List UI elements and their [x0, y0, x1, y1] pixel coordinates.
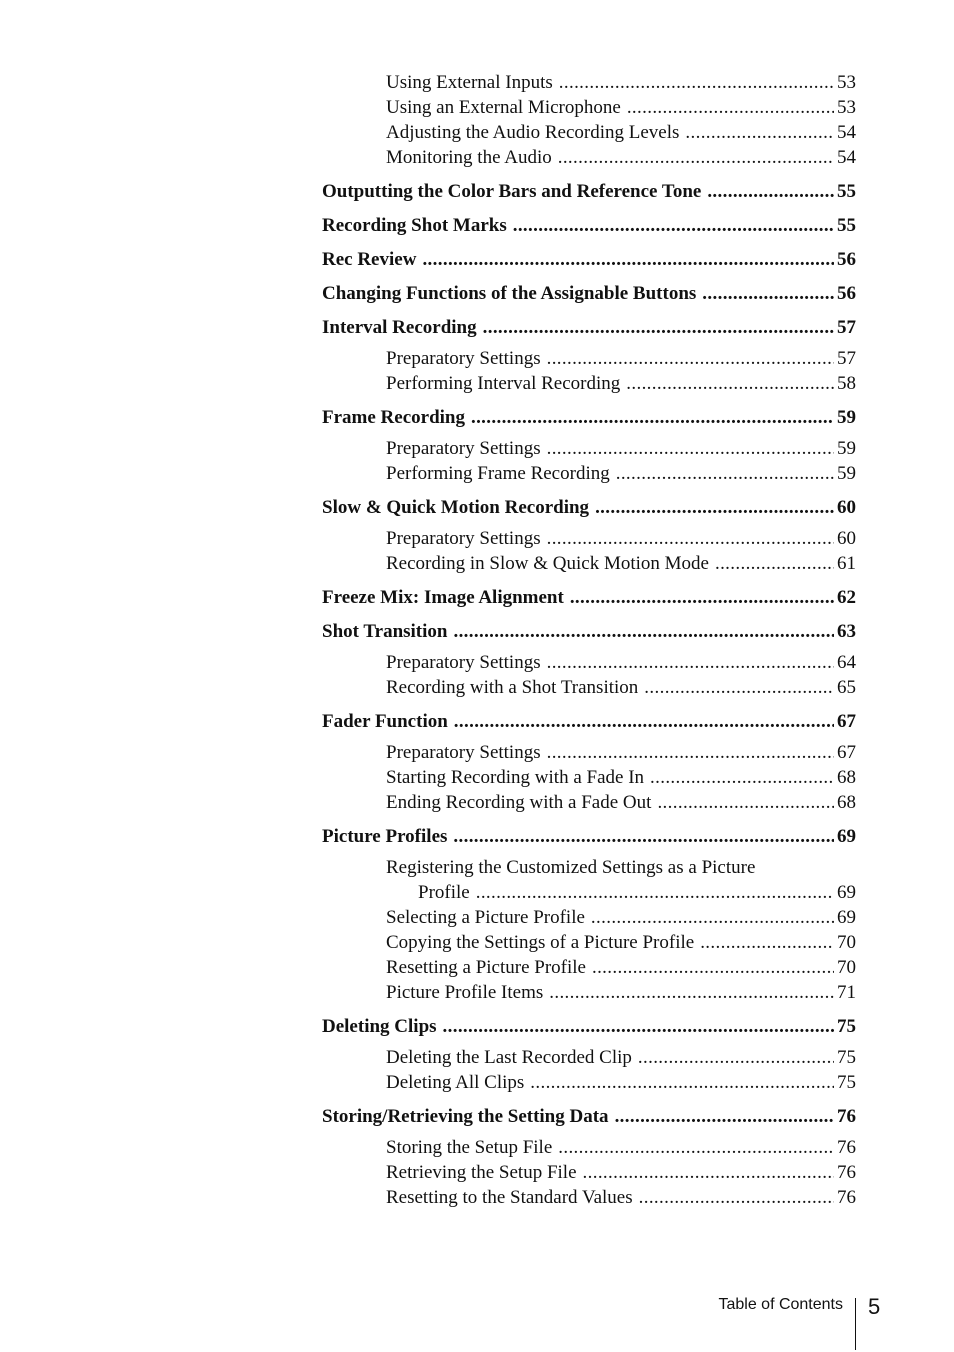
dot-leader — [558, 1135, 834, 1160]
toc-page-number: 64 — [837, 652, 856, 673]
dot-leader — [591, 905, 834, 930]
dot-leader — [616, 461, 834, 486]
dot-leader — [627, 95, 834, 120]
toc-section-entry[interactable] — [322, 248, 856, 272]
toc-section-title: Freeze Mix: Image Alignment — [322, 587, 564, 608]
toc-section-title: Changing Functions of the Assignable Buttons — [322, 283, 697, 304]
dot-leader — [476, 880, 834, 905]
toc-subentry[interactable] — [322, 980, 856, 1005]
toc-section-entry[interactable] — [322, 316, 856, 340]
toc-page-number: 76 — [837, 1137, 856, 1158]
toc-section-title: Shot Transition — [322, 621, 448, 642]
toc-page-number: 60 — [837, 528, 856, 549]
toc-section-title: Deleting Clips — [322, 1016, 437, 1037]
dot-leader — [650, 765, 834, 790]
toc-subentry-title: Performing Frame Recording — [386, 463, 610, 484]
toc-section-entry[interactable] — [322, 180, 856, 204]
dot-leader — [715, 551, 834, 576]
toc-section-entry[interactable] — [322, 1015, 856, 1039]
toc-page-number: 67 — [837, 711, 856, 732]
toc-subentry[interactable] — [322, 526, 856, 551]
toc-subentry-title: Adjusting the Audio Recording Levels — [386, 122, 680, 143]
dot-leader — [638, 1045, 834, 1070]
dot-leader — [547, 526, 834, 551]
dot-leader — [483, 316, 834, 340]
toc-page-number: 68 — [837, 767, 856, 788]
toc-subentry-title: Selecting a Picture Profile — [386, 907, 585, 928]
toc-subentry[interactable] — [322, 346, 856, 371]
toc-section-entry[interactable] — [322, 282, 856, 306]
toc-section-entry[interactable] — [322, 406, 856, 430]
toc-subentry[interactable] — [322, 855, 856, 905]
toc-page-number: 71 — [837, 982, 856, 1003]
toc-subentry[interactable] — [322, 145, 856, 170]
toc-page-number: 57 — [837, 317, 856, 338]
dot-leader — [583, 1160, 834, 1185]
toc-subentry-title: Preparatory Settings — [386, 528, 541, 549]
dot-leader — [592, 955, 834, 980]
toc-page-number: 56 — [837, 249, 856, 270]
toc-subentry-title: Preparatory Settings — [386, 742, 541, 763]
toc-subentry-title: Resetting to the Standard Values — [386, 1187, 633, 1208]
dot-leader — [443, 1015, 834, 1039]
toc-section-title: Fader Function — [322, 711, 448, 732]
toc-subentry[interactable] — [322, 436, 856, 461]
toc-subentry[interactable] — [322, 461, 856, 486]
dot-leader — [454, 710, 834, 734]
toc-page-number: 76 — [837, 1187, 856, 1208]
toc-subentry[interactable] — [322, 1160, 856, 1185]
toc-subentry-title: Retrieving the Setup File — [386, 1162, 577, 1183]
toc-page-number: 69 — [837, 907, 856, 928]
dot-leader — [530, 1070, 834, 1095]
toc-page-number: 54 — [837, 122, 856, 143]
toc-subentry-title: Performing Interval Recording — [386, 373, 621, 394]
dot-leader — [707, 180, 834, 204]
dot-leader — [453, 825, 834, 849]
toc-subentry-title: Preparatory Settings — [386, 348, 541, 369]
dot-leader — [453, 620, 834, 644]
toc-page-number: 69 — [837, 882, 856, 903]
toc-page-number: 61 — [837, 553, 856, 574]
toc-section-title: Storing/Retrieving the Setting Data — [322, 1106, 609, 1127]
toc-subentry-title: Copying the Settings of a Picture Profile — [386, 932, 695, 953]
dot-leader — [639, 1185, 834, 1210]
toc-page-number: 68 — [837, 792, 856, 813]
toc-section-entry[interactable] — [322, 214, 856, 238]
toc-section-entry[interactable] — [322, 825, 856, 849]
toc-page-number: 70 — [837, 932, 856, 953]
dot-leader — [549, 980, 834, 1005]
footer-section-label: Table of Contents — [718, 1296, 843, 1313]
dot-leader — [595, 496, 834, 520]
toc-section-title: Recording Shot Marks — [322, 215, 507, 236]
toc-subentry-title: Picture Profile Items — [386, 982, 544, 1003]
toc-subentry[interactable] — [322, 905, 856, 930]
toc-page-number: 75 — [837, 1016, 856, 1037]
toc-page-number: 55 — [837, 181, 856, 202]
dot-leader — [547, 436, 834, 461]
dot-leader — [547, 346, 834, 371]
toc-page-number: 59 — [837, 438, 856, 459]
toc-subentry-title: Preparatory Settings — [386, 652, 541, 673]
toc-subentry-title: Starting Recording with a Fade In — [386, 767, 645, 788]
toc-section-entry[interactable] — [322, 710, 856, 734]
dot-leader — [570, 586, 834, 610]
toc-subentry[interactable] — [322, 1185, 856, 1210]
toc-subentry-title: Recording with a Shot Transition — [386, 677, 639, 698]
dot-leader — [615, 1105, 834, 1129]
toc-section-title: Outputting the Color Bars and Reference Tone — [322, 181, 702, 202]
toc-page-number: 59 — [837, 407, 856, 428]
toc-section-title: Interval Recording — [322, 317, 477, 338]
toc-page-number: 60 — [837, 497, 856, 518]
toc-section-entry[interactable] — [322, 586, 856, 610]
toc-page-number: 56 — [837, 283, 856, 304]
toc-subentry-title: Ending Recording with a Fade Out — [386, 792, 652, 813]
toc-section-title: Frame Recording — [322, 407, 465, 428]
toc-subentry[interactable] — [322, 70, 856, 95]
toc-section-entry[interactable] — [322, 496, 856, 520]
toc-subentry[interactable] — [322, 95, 856, 120]
toc-page-number: 53 — [837, 72, 856, 93]
toc-page-number: 70 — [837, 957, 856, 978]
toc-section-entry[interactable] — [322, 1105, 856, 1129]
toc-section-title: Rec Review — [322, 249, 417, 270]
toc-subentry[interactable] — [322, 371, 856, 396]
toc-page-number: 69 — [837, 826, 856, 847]
toc-subentry-title: Monitoring the Audio — [386, 147, 552, 168]
dot-leader — [547, 740, 834, 765]
toc-page-number: 67 — [837, 742, 856, 763]
dot-leader — [471, 406, 834, 430]
dot-leader — [685, 120, 834, 145]
table-of-contents — [322, 70, 856, 1210]
dot-leader — [513, 214, 834, 238]
toc-subentry[interactable] — [322, 120, 856, 145]
toc-subentry-title: Registering the Customized Settings as a Picture — [386, 857, 756, 878]
dot-leader — [547, 650, 834, 675]
toc-subentry-title-continued: Profile — [418, 882, 470, 903]
footer-divider — [855, 1298, 856, 1350]
dot-leader — [644, 675, 834, 700]
toc-page-number: 75 — [837, 1047, 856, 1068]
toc-subentry-title: Deleting All Clips — [386, 1072, 525, 1093]
toc-section-title: Picture Profiles — [322, 826, 448, 847]
page-number: 5 — [868, 1294, 881, 1319]
toc-subentry[interactable] — [322, 551, 856, 576]
toc-page-number: 55 — [837, 215, 856, 236]
toc-subentry-title: Deleting the Last Recorded Clip — [386, 1047, 632, 1068]
toc-subentry[interactable] — [322, 930, 856, 955]
dot-leader — [702, 282, 834, 306]
toc-subentry[interactable] — [322, 1135, 856, 1160]
toc-page-number: 75 — [837, 1072, 856, 1093]
toc-subentry[interactable] — [322, 1045, 856, 1070]
dot-leader — [700, 930, 834, 955]
toc-subentry-title: Using an External Microphone — [386, 97, 621, 118]
toc-page-number: 58 — [837, 373, 856, 394]
dot-leader — [559, 70, 834, 95]
toc-subentry-title: Recording in Slow & Quick Motion Mode — [386, 553, 709, 574]
toc-page-number: 76 — [837, 1162, 856, 1183]
toc-subentry[interactable] — [322, 740, 856, 765]
toc-page-number: 76 — [837, 1106, 856, 1127]
dot-leader — [422, 248, 834, 272]
toc-page-number: 54 — [837, 147, 856, 168]
toc-subentry[interactable] — [322, 765, 856, 790]
toc-section-entry[interactable] — [322, 620, 856, 644]
toc-section-title: Slow & Quick Motion Recording — [322, 497, 590, 518]
toc-page-number: 53 — [837, 97, 856, 118]
toc-subentry-title: Resetting a Picture Profile — [386, 957, 586, 978]
toc-page-number: 63 — [837, 621, 856, 642]
dot-leader — [626, 371, 834, 396]
toc-subentry-title: Storing the Setup File — [386, 1137, 553, 1158]
toc-subentry[interactable] — [322, 790, 856, 815]
toc-page-number: 59 — [837, 463, 856, 484]
toc-subentry-title: Using External Inputs — [386, 72, 553, 93]
toc-page-number: 57 — [837, 348, 856, 369]
toc-page-number: 65 — [837, 677, 856, 698]
dot-leader — [657, 790, 834, 815]
dot-leader — [558, 145, 834, 170]
toc-subentry[interactable] — [322, 675, 856, 700]
toc-subentry[interactable] — [322, 650, 856, 675]
toc-subentry-title: Preparatory Settings — [386, 438, 541, 459]
toc-subentry[interactable] — [322, 1070, 856, 1095]
toc-page-number: 62 — [837, 587, 856, 608]
toc-subentry[interactable] — [322, 955, 856, 980]
